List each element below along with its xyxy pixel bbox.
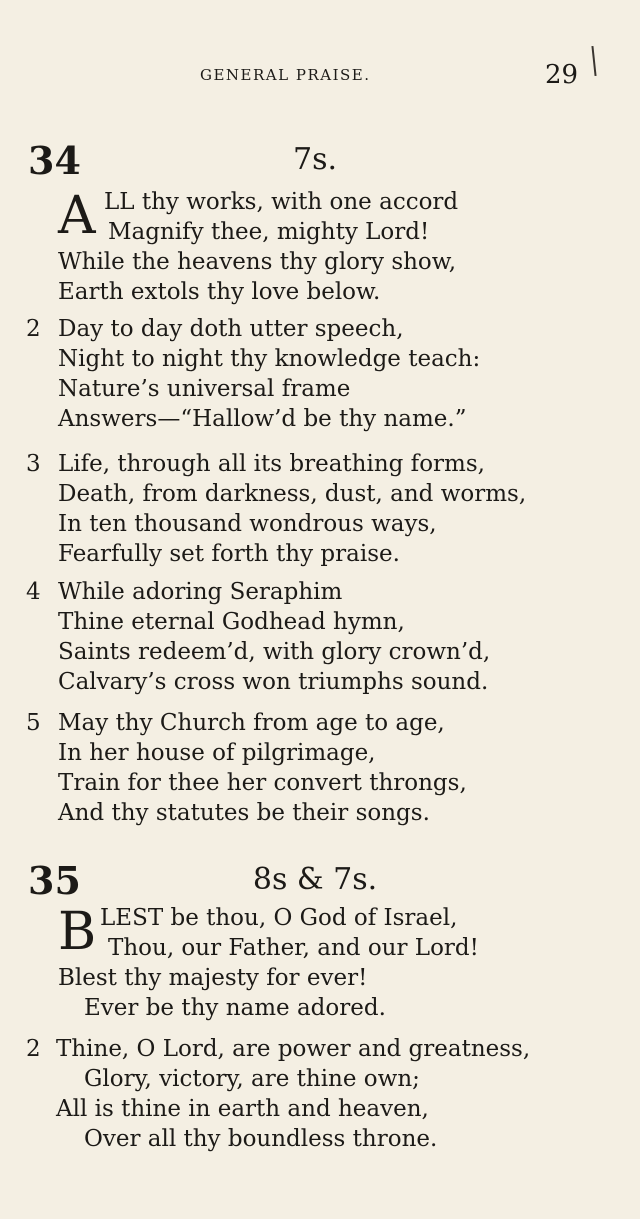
- stanza-line: Train for thee her convert throngs,: [58, 770, 467, 796]
- stanza-line: Life, through all its breathing forms,: [58, 451, 485, 477]
- stanza-line: Calvary’s cross won triumphs sound.: [58, 669, 489, 695]
- stanza-line: All is thine in earth and heaven,: [56, 1096, 429, 1122]
- stanza-line: Answers—“Hallow’d be thy name.”: [58, 406, 467, 432]
- drop-cap: B: [58, 902, 97, 962]
- stanza-line: Thine eternal Godhead hymn,: [58, 609, 405, 635]
- stanza-line: Night to night thy knowledge teach:: [58, 346, 481, 372]
- stanza-line: In her house of pilgrimage,: [58, 740, 376, 766]
- stanza-line: In ten thousand wondrous ways,: [58, 511, 437, 537]
- page-header: [0, 60, 640, 92]
- stanza-number: 5: [26, 710, 41, 736]
- stanza-line: Ever be thy name adored.: [84, 995, 386, 1021]
- hymn-number: 35: [28, 858, 81, 903]
- stanza-line: Glory, victory, are thine own;: [84, 1066, 420, 1092]
- stanza-line: Blest thy majesty for ever!: [58, 965, 368, 991]
- stanza-number: 4: [26, 579, 41, 605]
- hymn-meter: 8s & 7s.: [252, 862, 378, 897]
- stanza-number: 2: [26, 316, 41, 342]
- drop-cap: A: [58, 186, 96, 246]
- stanza-line: Fearfully set forth thy praise.: [58, 541, 400, 567]
- stanza-line: Over all thy boundless throne.: [84, 1126, 438, 1152]
- hymn-34-heading: [0, 138, 640, 188]
- stanza-number: 2: [26, 1036, 41, 1062]
- hymn-number: 34: [28, 138, 81, 183]
- hymn-meter: 7s.: [292, 142, 338, 177]
- stanza-line: Thou, our Father, and our Lord!: [108, 935, 479, 961]
- stanza-line: While adoring Seraphim: [58, 579, 343, 605]
- stanza-line: Death, from darkness, dust, and worms,: [58, 481, 527, 507]
- stanza-line: And thy statutes be their songs.: [58, 800, 430, 826]
- stanza-line: While the heavens thy glory show,: [58, 249, 457, 275]
- running-head: GENERAL PRAISE.: [200, 66, 371, 84]
- stanza-line: Earth extols thy love below.: [58, 279, 381, 305]
- stanza-line: Magnify thee, mighty Lord!: [108, 219, 430, 245]
- stanza-line: Saints redeem’d, with glory crown’d,: [58, 639, 491, 665]
- hymn-35-heading: [0, 858, 640, 908]
- stanza-line: LEST be thou, O God of Israel,: [100, 905, 458, 931]
- stanza-line: May thy Church from age to age,: [58, 710, 445, 736]
- stanza-number: 3: [26, 451, 41, 477]
- stanza-line: Thine, O Lord, are power and greatness,: [56, 1036, 531, 1062]
- stanza-line: Nature’s universal frame: [58, 376, 351, 402]
- page-number: 29: [545, 60, 579, 90]
- stanza-line: LL thy works, with one accord: [104, 189, 459, 215]
- stanza-line: Day to day doth utter speech,: [58, 316, 404, 342]
